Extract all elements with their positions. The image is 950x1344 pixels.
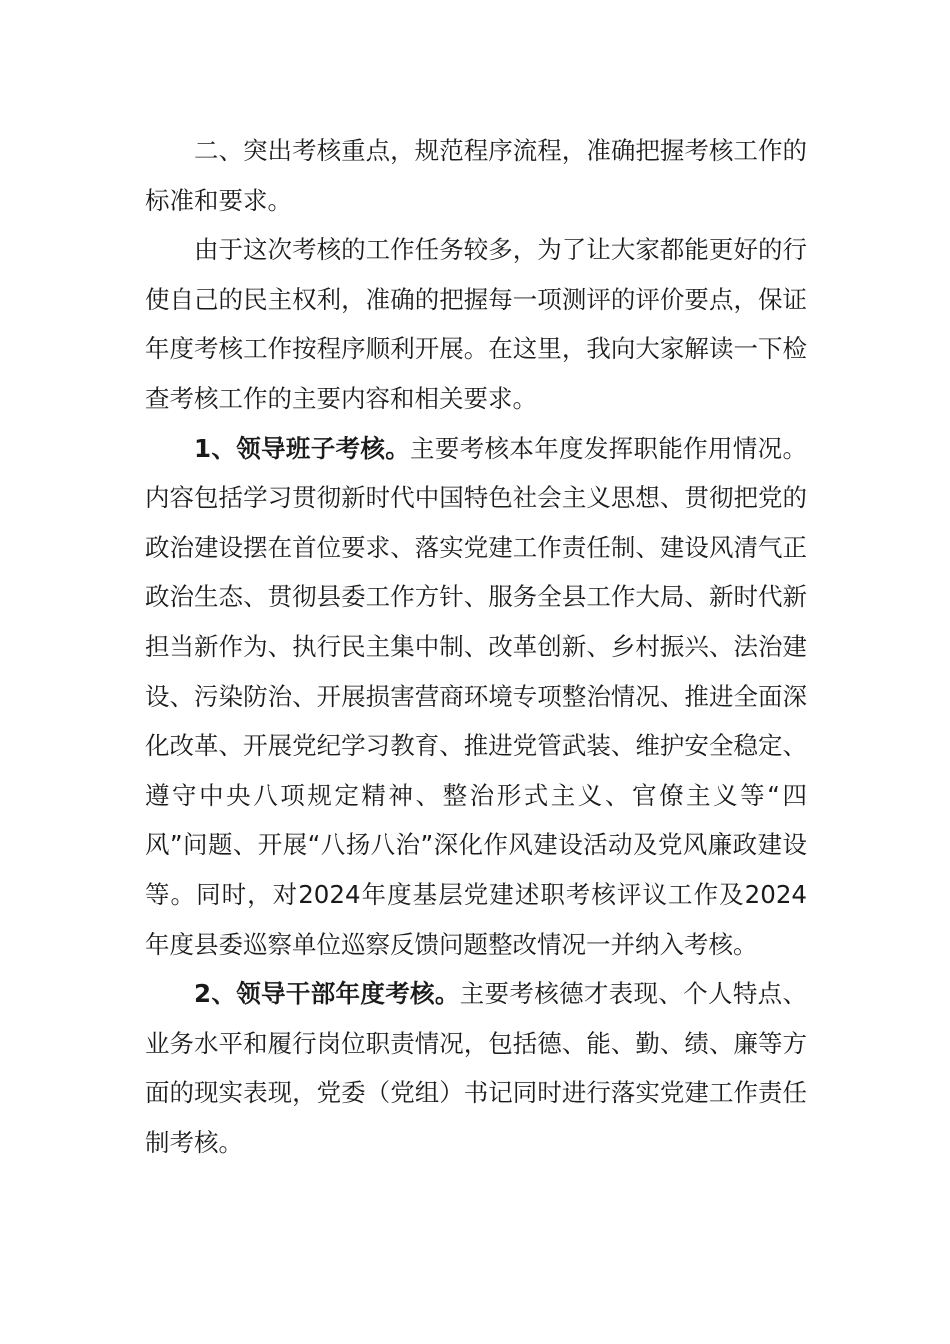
paragraph-lead: 2、领导干部年度考核。 [194,979,460,1009]
paragraph-text: 主要考核本年度发挥职能作用情况。内容包括学习贯彻新时代中国特色社会主义思想、贯彻把党的政治建设摆在首位要求、落实党建工作责任制、建设风清气正政治生态、贯彻县委工作方针、服务全县工作大局、新时代新担当新作为、执行民主集中制、改革创新、乡村振兴、法治建设、污染防治、开展损害营商环境专项整治情况、推进全面深化改革、开展党纪学习教育、推进党管武装、维护安全稳定、遵守中央八项规定精神、整治形式主义、官僚主义等“四风”问题、开展“八扬八治”深化作风建设活动及党风廉政建设等。同时，对2024年度基层党建述职考核评议工作及2024年度县委巡察单位巡察反馈问题整改情况一并纳入考核。 [145,433,808,959]
paragraph-item-1 [145,424,807,970]
paragraph-text: 二、突出考核重点，规范程序流程，准确把握考核工作的标准和要求。 [145,136,807,215]
paragraph-section-heading [145,126,807,225]
paragraph-item-2 [145,969,807,1167]
paragraph-text: 主要考核德才表现、个人特点、业务水平和履行岗位职责情况，包括德、能、勤、绩、廉等方面的现实表现，党委（党组）书记同时进行落实党建工作责任制考核。 [145,979,808,1157]
paragraph-lead: 1、领导班子考核。 [194,433,411,463]
paragraph-text: 由于这次考核的工作任务较多，为了让大家都能更好的行使自己的民主权利，准确的把握每一项测评的评价要点，保证年度考核工作按程序顺利开展。在这里，我向大家解读一下检查考核工作的主要内容和相关要求。 [145,235,807,413]
paragraph-intro [145,225,807,423]
document-body [145,126,807,1167]
